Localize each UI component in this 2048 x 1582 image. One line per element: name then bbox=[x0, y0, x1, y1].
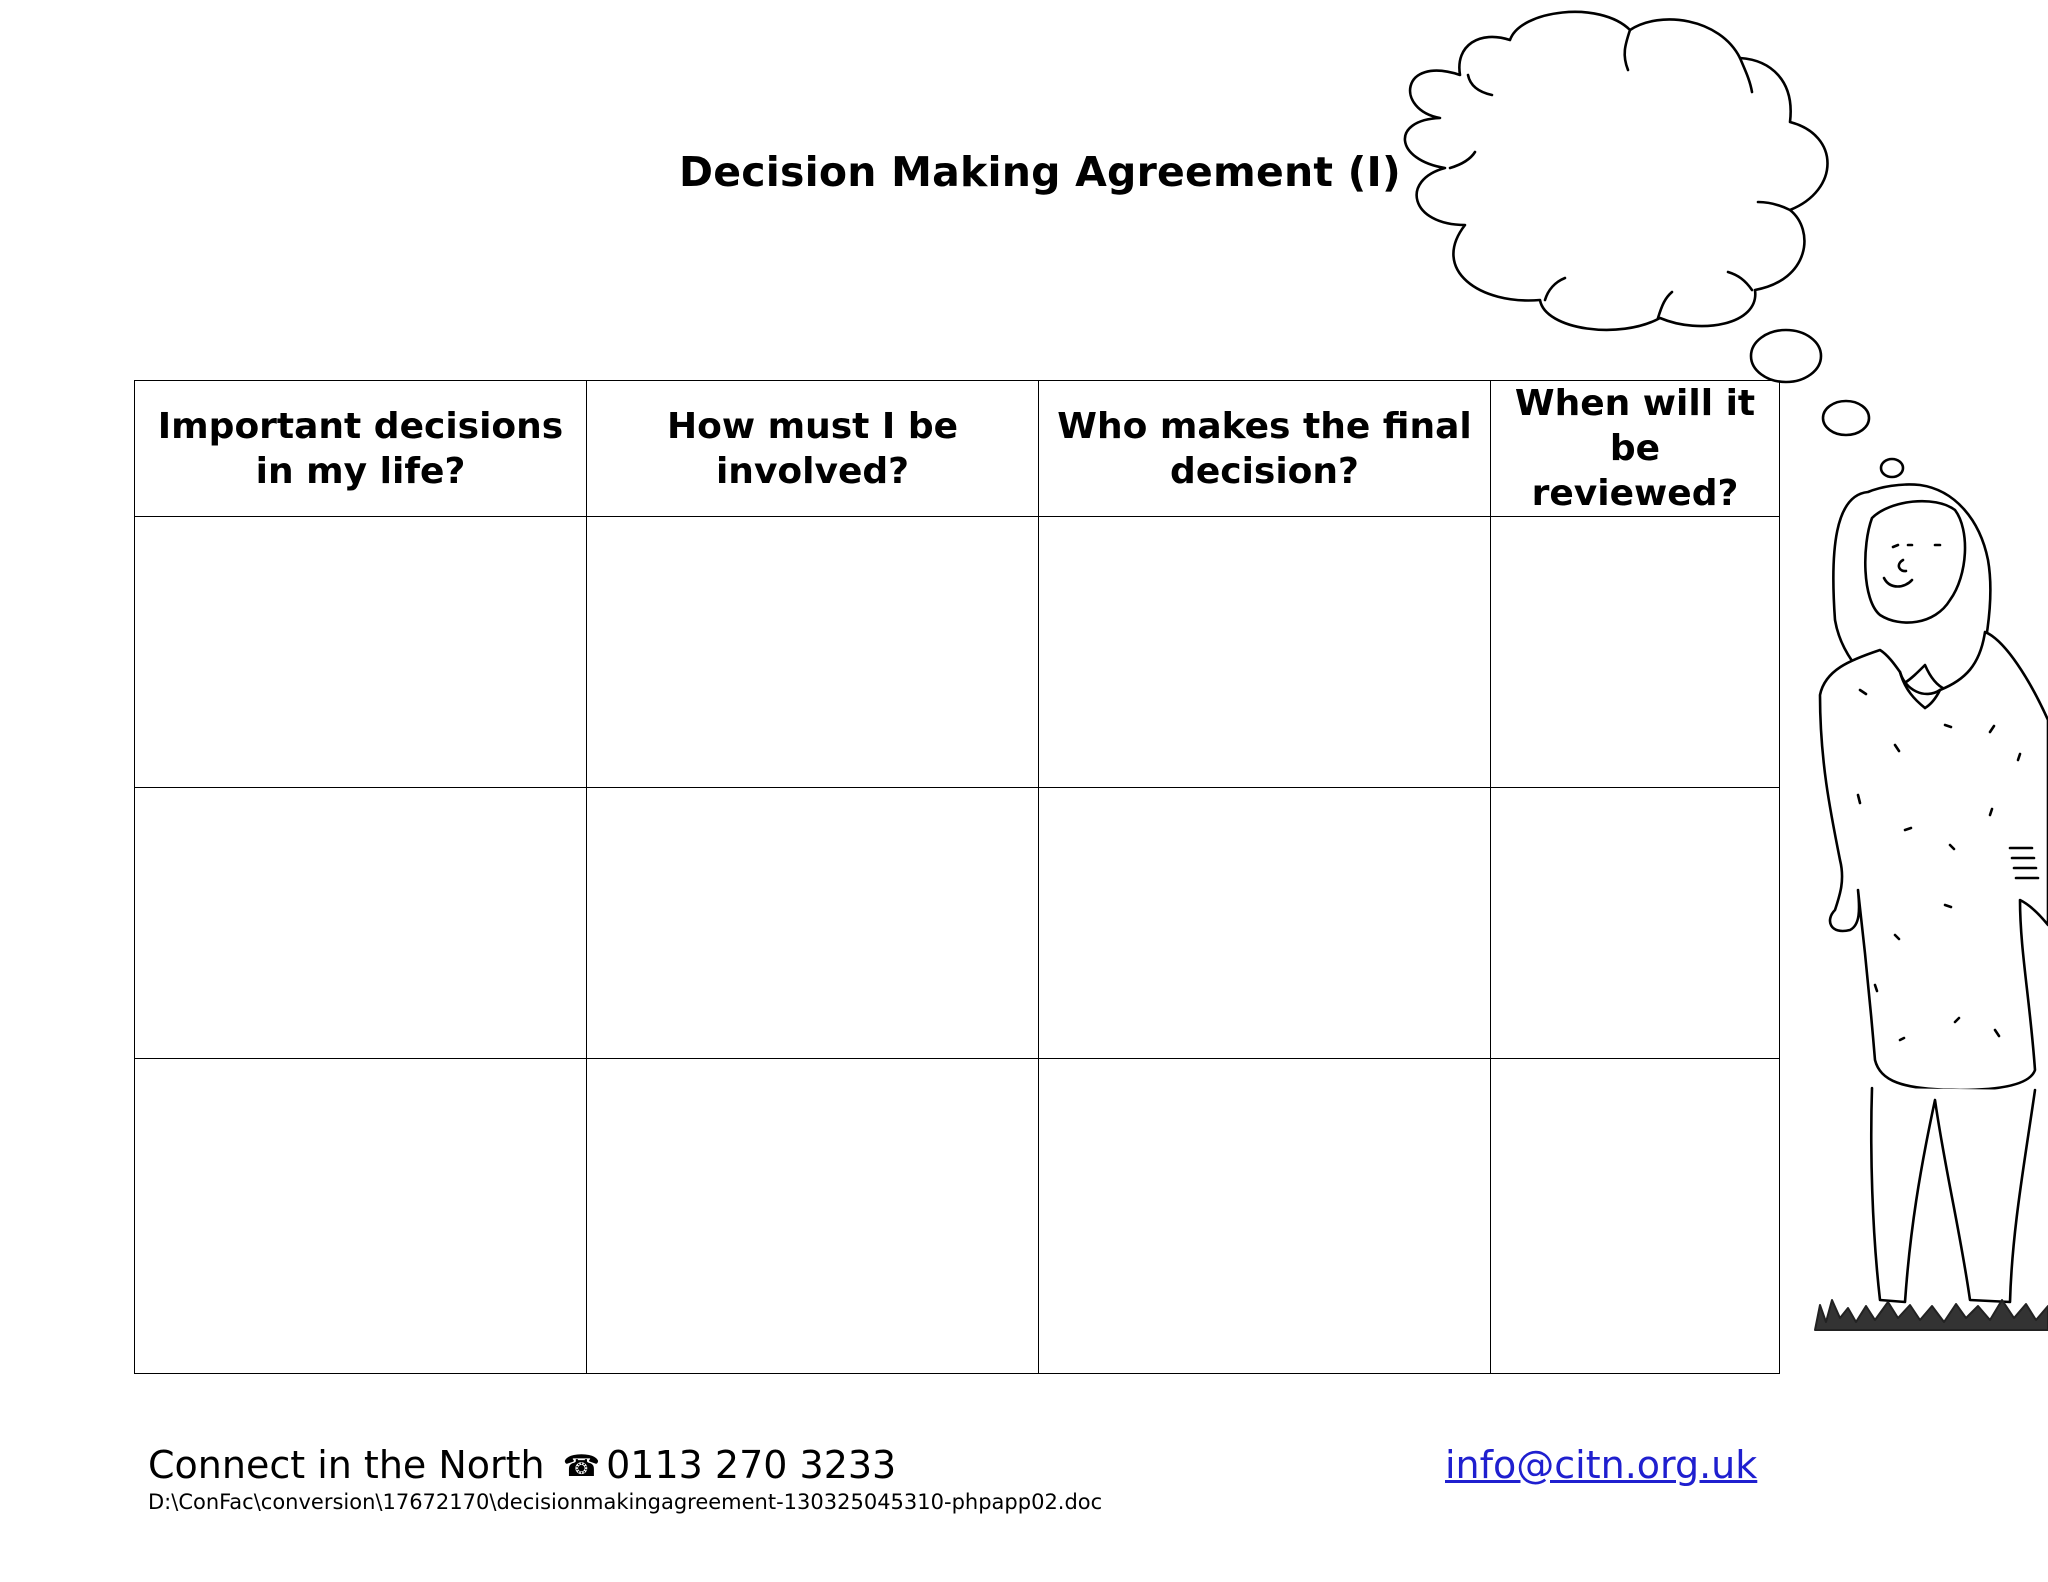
document-title: Decision Making Agreement (I) bbox=[679, 148, 1401, 196]
table-cell[interactable] bbox=[587, 517, 1039, 788]
thought-bubble-circle bbox=[1823, 401, 1869, 435]
telephone-icon: ☎ bbox=[562, 1449, 601, 1484]
woman-trousers bbox=[1871, 1088, 2035, 1302]
table-cell[interactable] bbox=[587, 1059, 1039, 1374]
woman-thinking-illustration bbox=[1380, 0, 2048, 1340]
grass bbox=[1815, 1300, 2048, 1330]
table-cell[interactable] bbox=[135, 1059, 587, 1374]
table-cell[interactable] bbox=[135, 517, 587, 788]
thought-bubble-circle bbox=[1881, 459, 1903, 477]
footer-contact bbox=[148, 1443, 896, 1487]
column-header: How must I be involved? bbox=[587, 381, 1039, 517]
table-cell[interactable] bbox=[587, 788, 1039, 1059]
table-cell[interactable] bbox=[135, 788, 587, 1059]
thought-bubble-cloud bbox=[1405, 12, 1828, 330]
phone-number: 0113 270 3233 bbox=[606, 1443, 897, 1487]
file-path: D:\ConFac\conversion\17672170\decisionmakingagreement-130325045310-phpapp02.doc bbox=[148, 1490, 1103, 1514]
email-link[interactable]: info@citn.org.uk bbox=[1445, 1443, 1758, 1487]
column-header: When will it be reviewed? bbox=[1491, 381, 1780, 517]
column-header: Important decisions in my life? bbox=[135, 381, 587, 517]
thought-bubble-circle bbox=[1751, 330, 1821, 382]
column-header: Who makes the final decision? bbox=[1039, 381, 1491, 517]
organisation-name: Connect in the North bbox=[148, 1443, 545, 1487]
